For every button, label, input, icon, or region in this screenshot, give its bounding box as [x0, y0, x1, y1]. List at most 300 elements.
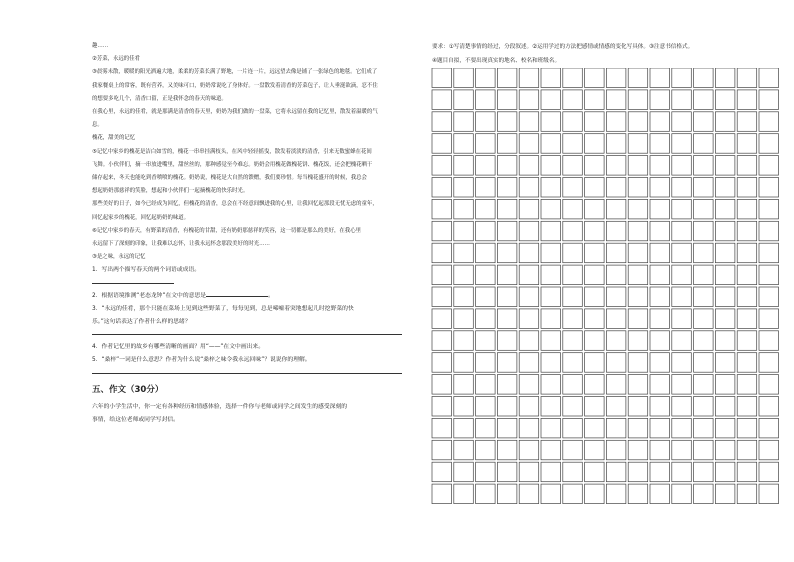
- grid-cell[interactable]: [454, 112, 474, 132]
- grid-cell[interactable]: [541, 440, 561, 460]
- grid-cell[interactable]: [650, 68, 670, 88]
- grid-cell[interactable]: [628, 331, 648, 351]
- grid-cell[interactable]: [519, 112, 539, 132]
- grid-cell[interactable]: [694, 112, 714, 132]
- grid-cell[interactable]: [650, 134, 670, 154]
- grid-cell[interactable]: [585, 331, 605, 351]
- grid-cell[interactable]: [585, 462, 605, 482]
- grid-cell[interactable]: [585, 375, 605, 395]
- grid-cell[interactable]: [694, 440, 714, 460]
- grid-cell[interactable]: [541, 331, 561, 351]
- grid-cell[interactable]: [672, 484, 692, 504]
- grid-cell[interactable]: [519, 90, 539, 110]
- answer-blank-q2[interactable]: [206, 290, 268, 297]
- grid-cell[interactable]: [737, 90, 757, 110]
- grid-cell[interactable]: [541, 156, 561, 176]
- grid-cell[interactable]: [694, 309, 714, 329]
- grid-cell[interactable]: [715, 90, 735, 110]
- grid-cell[interactable]: [628, 68, 648, 88]
- grid-cell[interactable]: [563, 287, 583, 307]
- grid-cell[interactable]: [541, 265, 561, 285]
- grid-cell[interactable]: [606, 287, 626, 307]
- grid-cell[interactable]: [432, 68, 452, 88]
- grid-cell[interactable]: [497, 418, 517, 438]
- grid-cell[interactable]: [672, 199, 692, 219]
- grid-cell[interactable]: [585, 287, 605, 307]
- grid-cell[interactable]: [715, 397, 735, 417]
- grid-cell[interactable]: [432, 199, 452, 219]
- grid-cell[interactable]: [519, 309, 539, 329]
- grid-cell[interactable]: [606, 440, 626, 460]
- grid-cell[interactable]: [628, 309, 648, 329]
- grid-cell[interactable]: [737, 375, 757, 395]
- grid-cell[interactable]: [672, 221, 692, 241]
- grid-cell[interactable]: [454, 331, 474, 351]
- grid-cell[interactable]: [497, 243, 517, 263]
- grid-cell[interactable]: [454, 265, 474, 285]
- grid-cell[interactable]: [432, 375, 452, 395]
- grid-cell[interactable]: [563, 484, 583, 504]
- grid-cell[interactable]: [672, 265, 692, 285]
- grid-cell[interactable]: [497, 287, 517, 307]
- grid-cell[interactable]: [432, 440, 452, 460]
- grid-cell[interactable]: [650, 353, 670, 373]
- grid-cell[interactable]: [715, 353, 735, 373]
- grid-cell[interactable]: [432, 112, 452, 132]
- grid-cell[interactable]: [563, 418, 583, 438]
- grid-cell[interactable]: [585, 309, 605, 329]
- grid-cell[interactable]: [606, 90, 626, 110]
- grid-cell[interactable]: [715, 112, 735, 132]
- grid-cell[interactable]: [476, 375, 496, 395]
- grid-cell[interactable]: [650, 112, 670, 132]
- grid-cell[interactable]: [606, 418, 626, 438]
- grid-cell[interactable]: [606, 265, 626, 285]
- grid-cell[interactable]: [737, 353, 757, 373]
- grid-cell[interactable]: [715, 375, 735, 395]
- grid-cell[interactable]: [476, 68, 496, 88]
- grid-cell[interactable]: [585, 265, 605, 285]
- grid-cell[interactable]: [759, 112, 779, 132]
- grid-cell[interactable]: [650, 440, 670, 460]
- grid-cell[interactable]: [541, 353, 561, 373]
- grid-cell[interactable]: [650, 397, 670, 417]
- grid-cell[interactable]: [519, 221, 539, 241]
- grid-cell[interactable]: [476, 90, 496, 110]
- grid-cell[interactable]: [454, 418, 474, 438]
- grid-cell[interactable]: [606, 375, 626, 395]
- grid-cell[interactable]: [650, 309, 670, 329]
- composition-grid[interactable]: [430, 68, 794, 508]
- grid-cell[interactable]: [694, 134, 714, 154]
- grid-cell[interactable]: [759, 484, 779, 504]
- grid-cell[interactable]: [476, 462, 496, 482]
- grid-cell[interactable]: [759, 156, 779, 176]
- grid-cell[interactable]: [454, 375, 474, 395]
- grid-cell[interactable]: [585, 178, 605, 198]
- answer-line-q1[interactable]: [92, 283, 174, 284]
- grid-cell[interactable]: [715, 440, 735, 460]
- grid-cell[interactable]: [628, 484, 648, 504]
- grid-cell[interactable]: [519, 68, 539, 88]
- grid-cell[interactable]: [694, 397, 714, 417]
- grid-cell[interactable]: [694, 156, 714, 176]
- grid-cell[interactable]: [476, 112, 496, 132]
- grid-cell[interactable]: [606, 397, 626, 417]
- grid-cell[interactable]: [454, 462, 474, 482]
- grid-cell[interactable]: [563, 90, 583, 110]
- grid-cell[interactable]: [672, 397, 692, 417]
- grid-cell[interactable]: [606, 199, 626, 219]
- grid-cell[interactable]: [672, 112, 692, 132]
- grid-cell[interactable]: [519, 375, 539, 395]
- grid-cell[interactable]: [563, 375, 583, 395]
- grid-cell[interactable]: [694, 375, 714, 395]
- grid-cell[interactable]: [541, 484, 561, 504]
- grid-cell[interactable]: [606, 221, 626, 241]
- grid-cell[interactable]: [585, 484, 605, 504]
- grid-cell[interactable]: [563, 309, 583, 329]
- grid-cell[interactable]: [694, 265, 714, 285]
- grid-cell[interactable]: [715, 134, 735, 154]
- grid-cell[interactable]: [628, 462, 648, 482]
- grid-cell[interactable]: [476, 397, 496, 417]
- grid-cell[interactable]: [715, 243, 735, 263]
- grid-cell[interactable]: [519, 353, 539, 373]
- grid-cell[interactable]: [694, 221, 714, 241]
- grid-cell[interactable]: [759, 90, 779, 110]
- grid-cell[interactable]: [759, 418, 779, 438]
- grid-cell[interactable]: [563, 397, 583, 417]
- grid-cell[interactable]: [432, 243, 452, 263]
- grid-cell[interactable]: [541, 418, 561, 438]
- grid-cell[interactable]: [476, 440, 496, 460]
- grid-cell[interactable]: [650, 375, 670, 395]
- grid-cell[interactable]: [737, 243, 757, 263]
- grid-cell[interactable]: [497, 90, 517, 110]
- grid-cell[interactable]: [585, 156, 605, 176]
- grid-cell[interactable]: [759, 331, 779, 351]
- grid-cell[interactable]: [694, 199, 714, 219]
- grid-cell[interactable]: [737, 418, 757, 438]
- grid-cell[interactable]: [476, 484, 496, 504]
- grid-cell[interactable]: [759, 462, 779, 482]
- grid-cell[interactable]: [737, 484, 757, 504]
- grid-cell[interactable]: [432, 462, 452, 482]
- grid-cell[interactable]: [672, 331, 692, 351]
- grid-cell[interactable]: [476, 243, 496, 263]
- grid-cell[interactable]: [541, 287, 561, 307]
- grid-cell[interactable]: [715, 331, 735, 351]
- grid-cell[interactable]: [563, 112, 583, 132]
- grid-cell[interactable]: [759, 221, 779, 241]
- grid-cell[interactable]: [715, 178, 735, 198]
- grid-cell[interactable]: [563, 331, 583, 351]
- grid-cell[interactable]: [628, 375, 648, 395]
- grid-cell[interactable]: [432, 331, 452, 351]
- grid-cell[interactable]: [650, 156, 670, 176]
- grid-cell[interactable]: [563, 243, 583, 263]
- grid-cell[interactable]: [454, 68, 474, 88]
- grid-cell[interactable]: [585, 112, 605, 132]
- grid-cell[interactable]: [715, 418, 735, 438]
- grid-cell[interactable]: [454, 309, 474, 329]
- grid-cell[interactable]: [519, 134, 539, 154]
- grid-cell[interactable]: [694, 68, 714, 88]
- grid-cell[interactable]: [606, 353, 626, 373]
- grid-cell[interactable]: [672, 440, 692, 460]
- grid-cell[interactable]: [541, 178, 561, 198]
- grid-cell[interactable]: [454, 199, 474, 219]
- grid-cell[interactable]: [694, 484, 714, 504]
- grid-cell[interactable]: [759, 375, 779, 395]
- grid-cell[interactable]: [628, 287, 648, 307]
- grid-cell[interactable]: [737, 462, 757, 482]
- grid-cell[interactable]: [650, 221, 670, 241]
- grid-cell[interactable]: [606, 178, 626, 198]
- grid-cell[interactable]: [541, 134, 561, 154]
- grid-cell[interactable]: [672, 68, 692, 88]
- grid-cell[interactable]: [432, 178, 452, 198]
- grid-cell[interactable]: [454, 156, 474, 176]
- grid-cell[interactable]: [497, 134, 517, 154]
- grid-cell[interactable]: [628, 265, 648, 285]
- grid-cell[interactable]: [432, 397, 452, 417]
- grid-cell[interactable]: [454, 90, 474, 110]
- grid-cell[interactable]: [454, 353, 474, 373]
- grid-cell[interactable]: [759, 287, 779, 307]
- grid-cell[interactable]: [672, 375, 692, 395]
- grid-cell[interactable]: [628, 221, 648, 241]
- grid-cell[interactable]: [585, 440, 605, 460]
- grid-cell[interactable]: [476, 265, 496, 285]
- grid-cell[interactable]: [432, 134, 452, 154]
- composition-grid-svg[interactable]: [430, 68, 794, 508]
- grid-cell[interactable]: [497, 353, 517, 373]
- grid-cell[interactable]: [628, 243, 648, 263]
- grid-cell[interactable]: [497, 397, 517, 417]
- grid-cell[interactable]: [694, 178, 714, 198]
- grid-cell[interactable]: [519, 462, 539, 482]
- grid-cell[interactable]: [672, 156, 692, 176]
- grid-cell[interactable]: [628, 112, 648, 132]
- grid-cell[interactable]: [519, 199, 539, 219]
- grid-cell[interactable]: [519, 397, 539, 417]
- grid-cell[interactable]: [672, 418, 692, 438]
- grid-cell[interactable]: [585, 397, 605, 417]
- grid-cell[interactable]: [606, 112, 626, 132]
- grid-cell[interactable]: [432, 156, 452, 176]
- grid-cell[interactable]: [650, 178, 670, 198]
- grid-cell[interactable]: [628, 134, 648, 154]
- grid-cell[interactable]: [497, 178, 517, 198]
- grid-cell[interactable]: [497, 265, 517, 285]
- grid-cell[interactable]: [737, 221, 757, 241]
- grid-cell[interactable]: [737, 156, 757, 176]
- grid-cell[interactable]: [672, 243, 692, 263]
- grid-cell[interactable]: [454, 287, 474, 307]
- grid-cell[interactable]: [672, 462, 692, 482]
- grid-cell[interactable]: [715, 265, 735, 285]
- grid-cell[interactable]: [476, 309, 496, 329]
- grid-cell[interactable]: [715, 221, 735, 241]
- grid-cell[interactable]: [563, 178, 583, 198]
- grid-cell[interactable]: [672, 309, 692, 329]
- grid-cell[interactable]: [497, 462, 517, 482]
- grid-cell[interactable]: [519, 484, 539, 504]
- grid-cell[interactable]: [737, 265, 757, 285]
- grid-cell[interactable]: [737, 112, 757, 132]
- grid-cell[interactable]: [585, 68, 605, 88]
- grid-cell[interactable]: [759, 134, 779, 154]
- grid-cell[interactable]: [563, 134, 583, 154]
- grid-cell[interactable]: [737, 397, 757, 417]
- grid-cell[interactable]: [606, 484, 626, 504]
- grid-cell[interactable]: [759, 243, 779, 263]
- grid-cell[interactable]: [563, 199, 583, 219]
- grid-cell[interactable]: [650, 265, 670, 285]
- grid-cell[interactable]: [585, 418, 605, 438]
- grid-cell[interactable]: [519, 287, 539, 307]
- grid-cell[interactable]: [519, 418, 539, 438]
- grid-cell[interactable]: [694, 287, 714, 307]
- grid-cell[interactable]: [759, 265, 779, 285]
- grid-cell[interactable]: [628, 199, 648, 219]
- grid-cell[interactable]: [737, 331, 757, 351]
- grid-cell[interactable]: [650, 199, 670, 219]
- grid-cell[interactable]: [454, 178, 474, 198]
- grid-cell[interactable]: [585, 353, 605, 373]
- grid-cell[interactable]: [541, 375, 561, 395]
- grid-cell[interactable]: [497, 440, 517, 460]
- grid-cell[interactable]: [759, 68, 779, 88]
- grid-cell[interactable]: [628, 397, 648, 417]
- grid-cell[interactable]: [563, 221, 583, 241]
- grid-cell[interactable]: [672, 287, 692, 307]
- grid-cell[interactable]: [432, 309, 452, 329]
- grid-cell[interactable]: [759, 397, 779, 417]
- grid-cell[interactable]: [432, 221, 452, 241]
- grid-cell[interactable]: [519, 243, 539, 263]
- grid-cell[interactable]: [519, 440, 539, 460]
- grid-cell[interactable]: [650, 418, 670, 438]
- grid-cell[interactable]: [737, 134, 757, 154]
- grid-cell[interactable]: [694, 331, 714, 351]
- grid-cell[interactable]: [454, 484, 474, 504]
- grid-cell[interactable]: [694, 462, 714, 482]
- grid-cell[interactable]: [563, 462, 583, 482]
- grid-cell[interactable]: [497, 484, 517, 504]
- grid-cell[interactable]: [650, 243, 670, 263]
- grid-cell[interactable]: [694, 243, 714, 263]
- grid-cell[interactable]: [476, 331, 496, 351]
- grid-cell[interactable]: [497, 112, 517, 132]
- grid-cell[interactable]: [585, 90, 605, 110]
- grid-cell[interactable]: [737, 178, 757, 198]
- grid-cell[interactable]: [454, 440, 474, 460]
- grid-cell[interactable]: [650, 331, 670, 351]
- grid-cell[interactable]: [476, 353, 496, 373]
- grid-cell[interactable]: [628, 418, 648, 438]
- grid-cell[interactable]: [454, 221, 474, 241]
- grid-cell[interactable]: [497, 221, 517, 241]
- answer-line-q3[interactable]: [92, 334, 402, 335]
- grid-cell[interactable]: [759, 440, 779, 460]
- grid-cell[interactable]: [606, 68, 626, 88]
- grid-cell[interactable]: [563, 265, 583, 285]
- grid-cell[interactable]: [737, 68, 757, 88]
- grid-cell[interactable]: [476, 156, 496, 176]
- grid-cell[interactable]: [737, 287, 757, 307]
- grid-cell[interactable]: [694, 418, 714, 438]
- grid-cell[interactable]: [541, 309, 561, 329]
- grid-cell[interactable]: [497, 68, 517, 88]
- grid-cell[interactable]: [519, 178, 539, 198]
- grid-cell[interactable]: [432, 265, 452, 285]
- grid-cell[interactable]: [563, 68, 583, 88]
- grid-cell[interactable]: [650, 90, 670, 110]
- grid-cell[interactable]: [759, 353, 779, 373]
- grid-cell[interactable]: [497, 375, 517, 395]
- grid-cell[interactable]: [432, 484, 452, 504]
- grid-cell[interactable]: [541, 462, 561, 482]
- grid-cell[interactable]: [672, 90, 692, 110]
- grid-cell[interactable]: [672, 178, 692, 198]
- grid-cell[interactable]: [476, 178, 496, 198]
- grid-cell[interactable]: [585, 199, 605, 219]
- grid-cell[interactable]: [715, 156, 735, 176]
- grid-cell[interactable]: [541, 221, 561, 241]
- grid-cell[interactable]: [606, 331, 626, 351]
- grid-cell[interactable]: [497, 199, 517, 219]
- grid-cell[interactable]: [715, 309, 735, 329]
- grid-cell[interactable]: [715, 484, 735, 504]
- grid-cell[interactable]: [585, 221, 605, 241]
- grid-cell[interactable]: [628, 178, 648, 198]
- grid-cell[interactable]: [541, 112, 561, 132]
- answer-line-q5[interactable]: [92, 373, 402, 374]
- grid-cell[interactable]: [476, 287, 496, 307]
- grid-cell[interactable]: [563, 440, 583, 460]
- grid-cell[interactable]: [585, 134, 605, 154]
- grid-cell[interactable]: [606, 243, 626, 263]
- grid-cell[interactable]: [715, 199, 735, 219]
- grid-cell[interactable]: [650, 484, 670, 504]
- grid-cell[interactable]: [541, 68, 561, 88]
- grid-cell[interactable]: [672, 353, 692, 373]
- grid-cell[interactable]: [497, 156, 517, 176]
- grid-cell[interactable]: [432, 287, 452, 307]
- grid-cell[interactable]: [628, 90, 648, 110]
- grid-cell[interactable]: [759, 178, 779, 198]
- grid-cell[interactable]: [650, 287, 670, 307]
- grid-cell[interactable]: [563, 353, 583, 373]
- grid-cell[interactable]: [606, 309, 626, 329]
- grid-cell[interactable]: [541, 243, 561, 263]
- grid-cell[interactable]: [606, 156, 626, 176]
- grid-cell[interactable]: [715, 68, 735, 88]
- grid-cell[interactable]: [432, 90, 452, 110]
- grid-cell[interactable]: [563, 156, 583, 176]
- grid-cell[interactable]: [519, 331, 539, 351]
- grid-cell[interactable]: [476, 418, 496, 438]
- grid-cell[interactable]: [519, 156, 539, 176]
- grid-cell[interactable]: [519, 265, 539, 285]
- grid-cell[interactable]: [606, 462, 626, 482]
- grid-cell[interactable]: [541, 397, 561, 417]
- grid-cell[interactable]: [715, 287, 735, 307]
- grid-cell[interactable]: [737, 309, 757, 329]
